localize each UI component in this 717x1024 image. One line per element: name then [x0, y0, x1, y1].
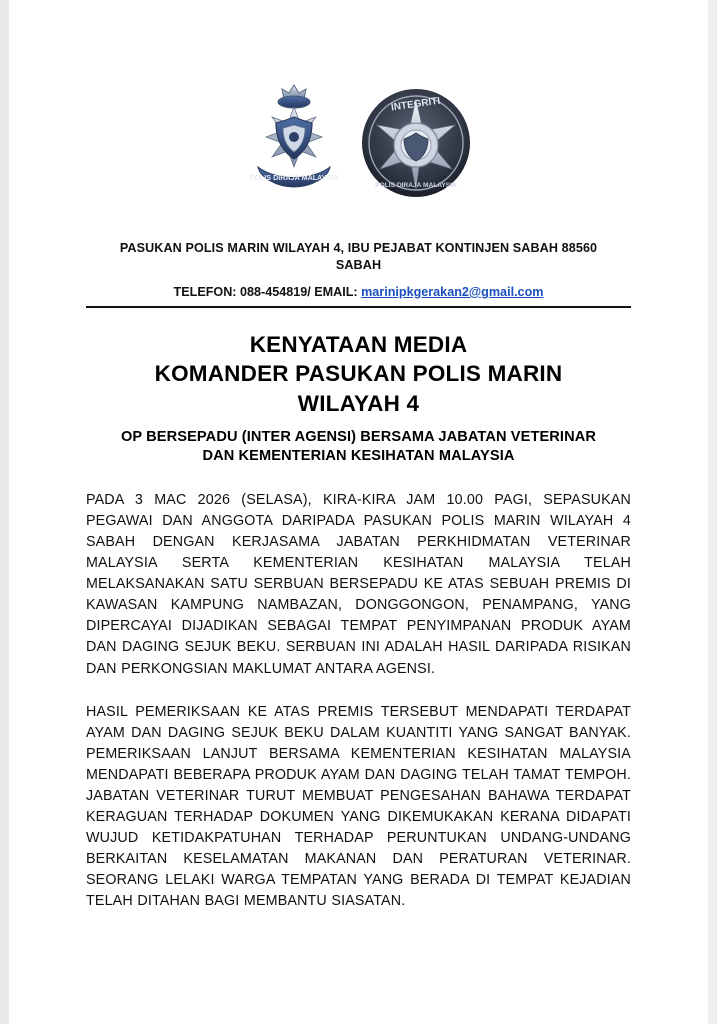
page-subtitle [86, 428, 631, 467]
page-title-line-3: WILAYAH 4 [297, 390, 420, 416]
page-subtitle-line-2: DAN KEMENTERIAN KESIHATAN MALAYSIA [202, 448, 515, 465]
logo-row [86, 0, 631, 204]
integriti-star-badge-icon [360, 87, 472, 204]
page-title-line-1: KENYATAAN MEDIA [249, 332, 468, 358]
email-link[interactable]: marinipkgerakan2@gmail.com [361, 284, 544, 299]
svg-text:POLIS DIRAJA MALAYSIA: POLIS DIRAJA MALAYSIA [249, 173, 338, 182]
svg-text:INTEGRITI: INTEGRITI [389, 95, 441, 114]
letterhead-line-2: SABAH [335, 258, 382, 273]
royal-malaysia-police-crest-icon [246, 81, 342, 204]
letterhead-contact [86, 284, 631, 301]
letterhead [86, 240, 631, 308]
page-subtitle-line-1: OP BERSEPADU (INTER AGENSI) BERSAMA JABATAN VETERINAR [120, 428, 597, 445]
page-title-line-2: KOMANDER PASUKAN POLIS MARIN [154, 361, 563, 387]
letterhead-line-1: PASUKAN POLIS MARIN WILAYAH 4, IBU PEJABAT KONTINJEN SABAH 88560 [119, 241, 598, 255]
body-paragraph: HASIL PEMERIKSAAN KE ATAS PREMIS TERSEBUT MENDAPATI TERDAPAT AYAM DAN DAGING SEJUK BEKU DALAM KUANTITI YANG SANGAT BANYAK. PEMERIKSAAN LANJUT BERSAMA KEMENTERIAN KESIHATAN MALAYSIA MENDAPATI BEBERAPA PRODUK AYAM DAN DAGING TELAH TAMAT TEMPOH. JABATAN VETERINAR TURUT MEMBUAT PENGESAHAN BAHAWA TERDAPAT KERAGUAN TERHADAP DOKUMEN YANG DIKEMUKAKAN KERANA DIDAPATI WUJUD KETIDAKPATUHAN TERHADAP PERUNTUKAN UNDANG-UNDANG BERKAITAN KESELAMATAN MAKANAN DAN PERATURAN VETERINAR. SEORANG LELAKI WARGA TEMPATAN YANG BERADA DI TEMPAT KEJADIAN TELAH DITAHAN BAGI MEMBANTU SIASATAN. [86, 703, 631, 909]
body-paragraph: PADA 3 MAC 2026 (SELASA), KIRA-KIRA JAM 10.00 PAGI, SEPASUKAN PEGAWAI DAN ANGGOTA DARIPADA PASUKAN POLIS MARIN WILAYAH 4 SABAH DENGAN KERJASAMA JABATAN PERKHIDMATAN VETERINAR MALAYSIA SERTA KEMENTERIAN KESIHATAN MALAYSIA TELAH MELAKSANAKAN SATU SERBUAN BERSEPADU KE ATAS SEBUAH PREMIS DI KAWASAN KAMPUNG NAMBAZAN, DONGGONGON, PENAMPANG, YANG DIPERCAYAI DIJADIKAN SEBAGAI TEMPAT PENYIMPANAN PRODUK AYAM DAN DAGING SEJUK BEKU. SERBUAN INI ADALAH HASIL DARIPADA RISIKAN DAN PERKONGSIAN MAKLUMAT ANTARA AGENSI. [86, 492, 631, 677]
header-divider [86, 306, 631, 308]
svg-text:POLIS DIRAJA MALAYSIA: POLIS DIRAJA MALAYSIA [374, 182, 457, 189]
page-title [86, 330, 631, 418]
telephone-label: TELEFON: 088-454819/ EMAIL: [173, 284, 358, 299]
